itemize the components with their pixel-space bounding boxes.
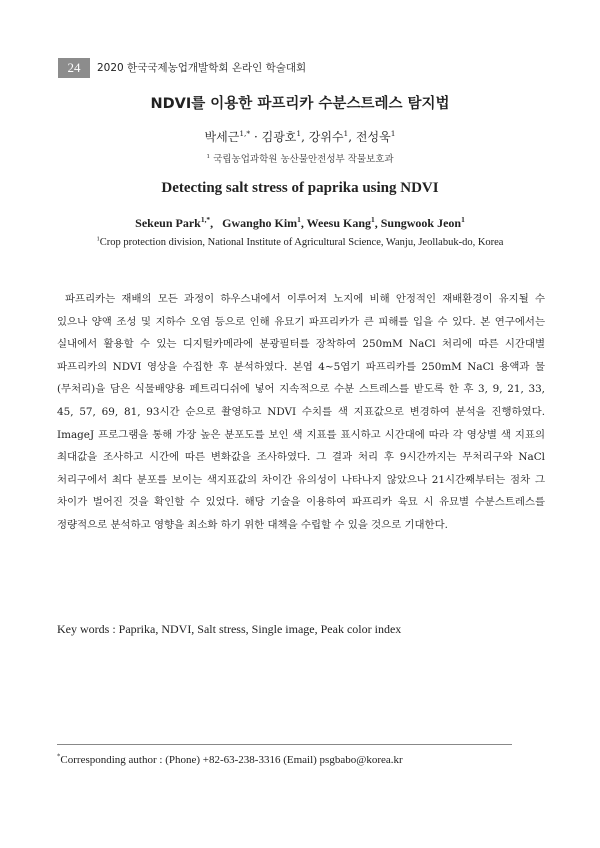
affiliation-mark: 1 [96,235,100,243]
separator: , [210,216,223,230]
author-affiliation-mark: 1 [343,129,349,138]
paper-title-korean: NDVI를 이용한 파프리카 수분스트레스 탐지법 [150,96,450,112]
affiliation-korean [0,151,600,165]
affiliation-english [0,237,600,248]
author-affiliation-mark: 1 [296,129,302,138]
author-affiliation-mark: 1 [390,129,396,138]
footnote-divider [57,744,512,745]
author-name: 박세근 [204,130,240,144]
author-affiliation-mark: 1 [297,215,301,224]
separator: , [301,130,309,144]
author-name: Weesu Kang [306,216,372,230]
separator: · [250,130,262,144]
author-name: 김광호 [261,130,297,144]
author-name: 전성욱 [355,130,391,144]
footnote-mark: * [57,753,61,761]
author-affiliation-mark: 1,* [200,215,211,224]
author-affiliation-mark: 1 [461,215,465,224]
separator: , [348,130,356,144]
paper-title-english: Detecting salt stress of paprika using NDVI [161,180,439,196]
footnote-text: Corresponding author : (Phone) +82-63-238-3316 (Email) psgbabo@korea.kr [60,754,403,766]
authors-korean [0,128,600,145]
author-name: 강위수 [308,130,344,144]
conference-name: 2020 한국국제농업개발학회 온라인 학술대회 [97,62,307,74]
corresponding-author-footnote [57,754,403,766]
keywords: Key words : Paprika, NDVI, Salt stress, Single image, Peak color index [57,622,402,636]
affiliation-text: Crop protection division, National Institute of Agricultural Science, Wanju, Jeollabuk-do, Korea [99,237,504,248]
affiliation-mark: 1 [206,153,211,160]
abstract-body: 파프리카는 재배의 모든 과정이 하우스내에서 이루어져 노지에 비해 안정적인 재배환경이 유지될 수 있으나 양액 조성 및 지하수 오염 등으로 인해 유묘기 파프리카가 큰 피해를 입을 수 있다. 본 연구에서는 실내에서 활용할 수 있는 디지털카메라에 분광필터를 장착하여 250mM NaCl 처리에 따른 시간대별 파프리카의 NDVI 영상을 수집한 후 분석하였다. 본엽 4~5엽기 파프리카를 250mM NaCl 용액과 물(무처리)을 담은 식물배양용 페트리디쉬에 넣어 지속적으로 수분 스트레스를 받도록 한 후 3, 9, 21, 33, 45, 57, 69, 81, 93시간 순으로 촬영하고 NDVI 수치를 색 지표값으로 변경하여 분석을 진행하였다. ImageJ 프로그램을 통해 가장 높은 분포도를 보인 색 지표를 표시하고 시간대에 따라 각 영상별 색 지표의 최대값을 조사하고 시간에 따른 변화값을 조사하였다. 그 결과 처리 후 9시간까지는 무처리구와 NaCl 처리구에서 최다 분포를 보이는 색지표값의 차이간 유의성이 나타나지 않았으나 21시간째부터는 점차 그 차이가 벌어진 것을 확인할 수 있었다. 해당 기술을 이용하여 파프리카 육묘 시 유묘별 수분스트레스를 정량적으로 분석하고 영향을 최소화 하기 위한 대책을 수립할 수 있을 것으로 기대한다. [57,293,545,531]
affiliation-text: 국립농업과학원 농산물안전성부 작물보호과 [213,154,394,165]
separator: , [300,216,307,230]
author-affiliation-mark: 1 [371,215,375,224]
author-affiliation-mark: 1,* [239,129,251,138]
page-number: 24 [58,58,90,78]
author-name: Sungwook Jeon [380,216,462,230]
author-name: Sekeun Park [135,216,201,230]
author-name: Gwangho Kim [222,216,298,230]
authors-english [0,216,600,231]
separator: , [374,216,381,230]
